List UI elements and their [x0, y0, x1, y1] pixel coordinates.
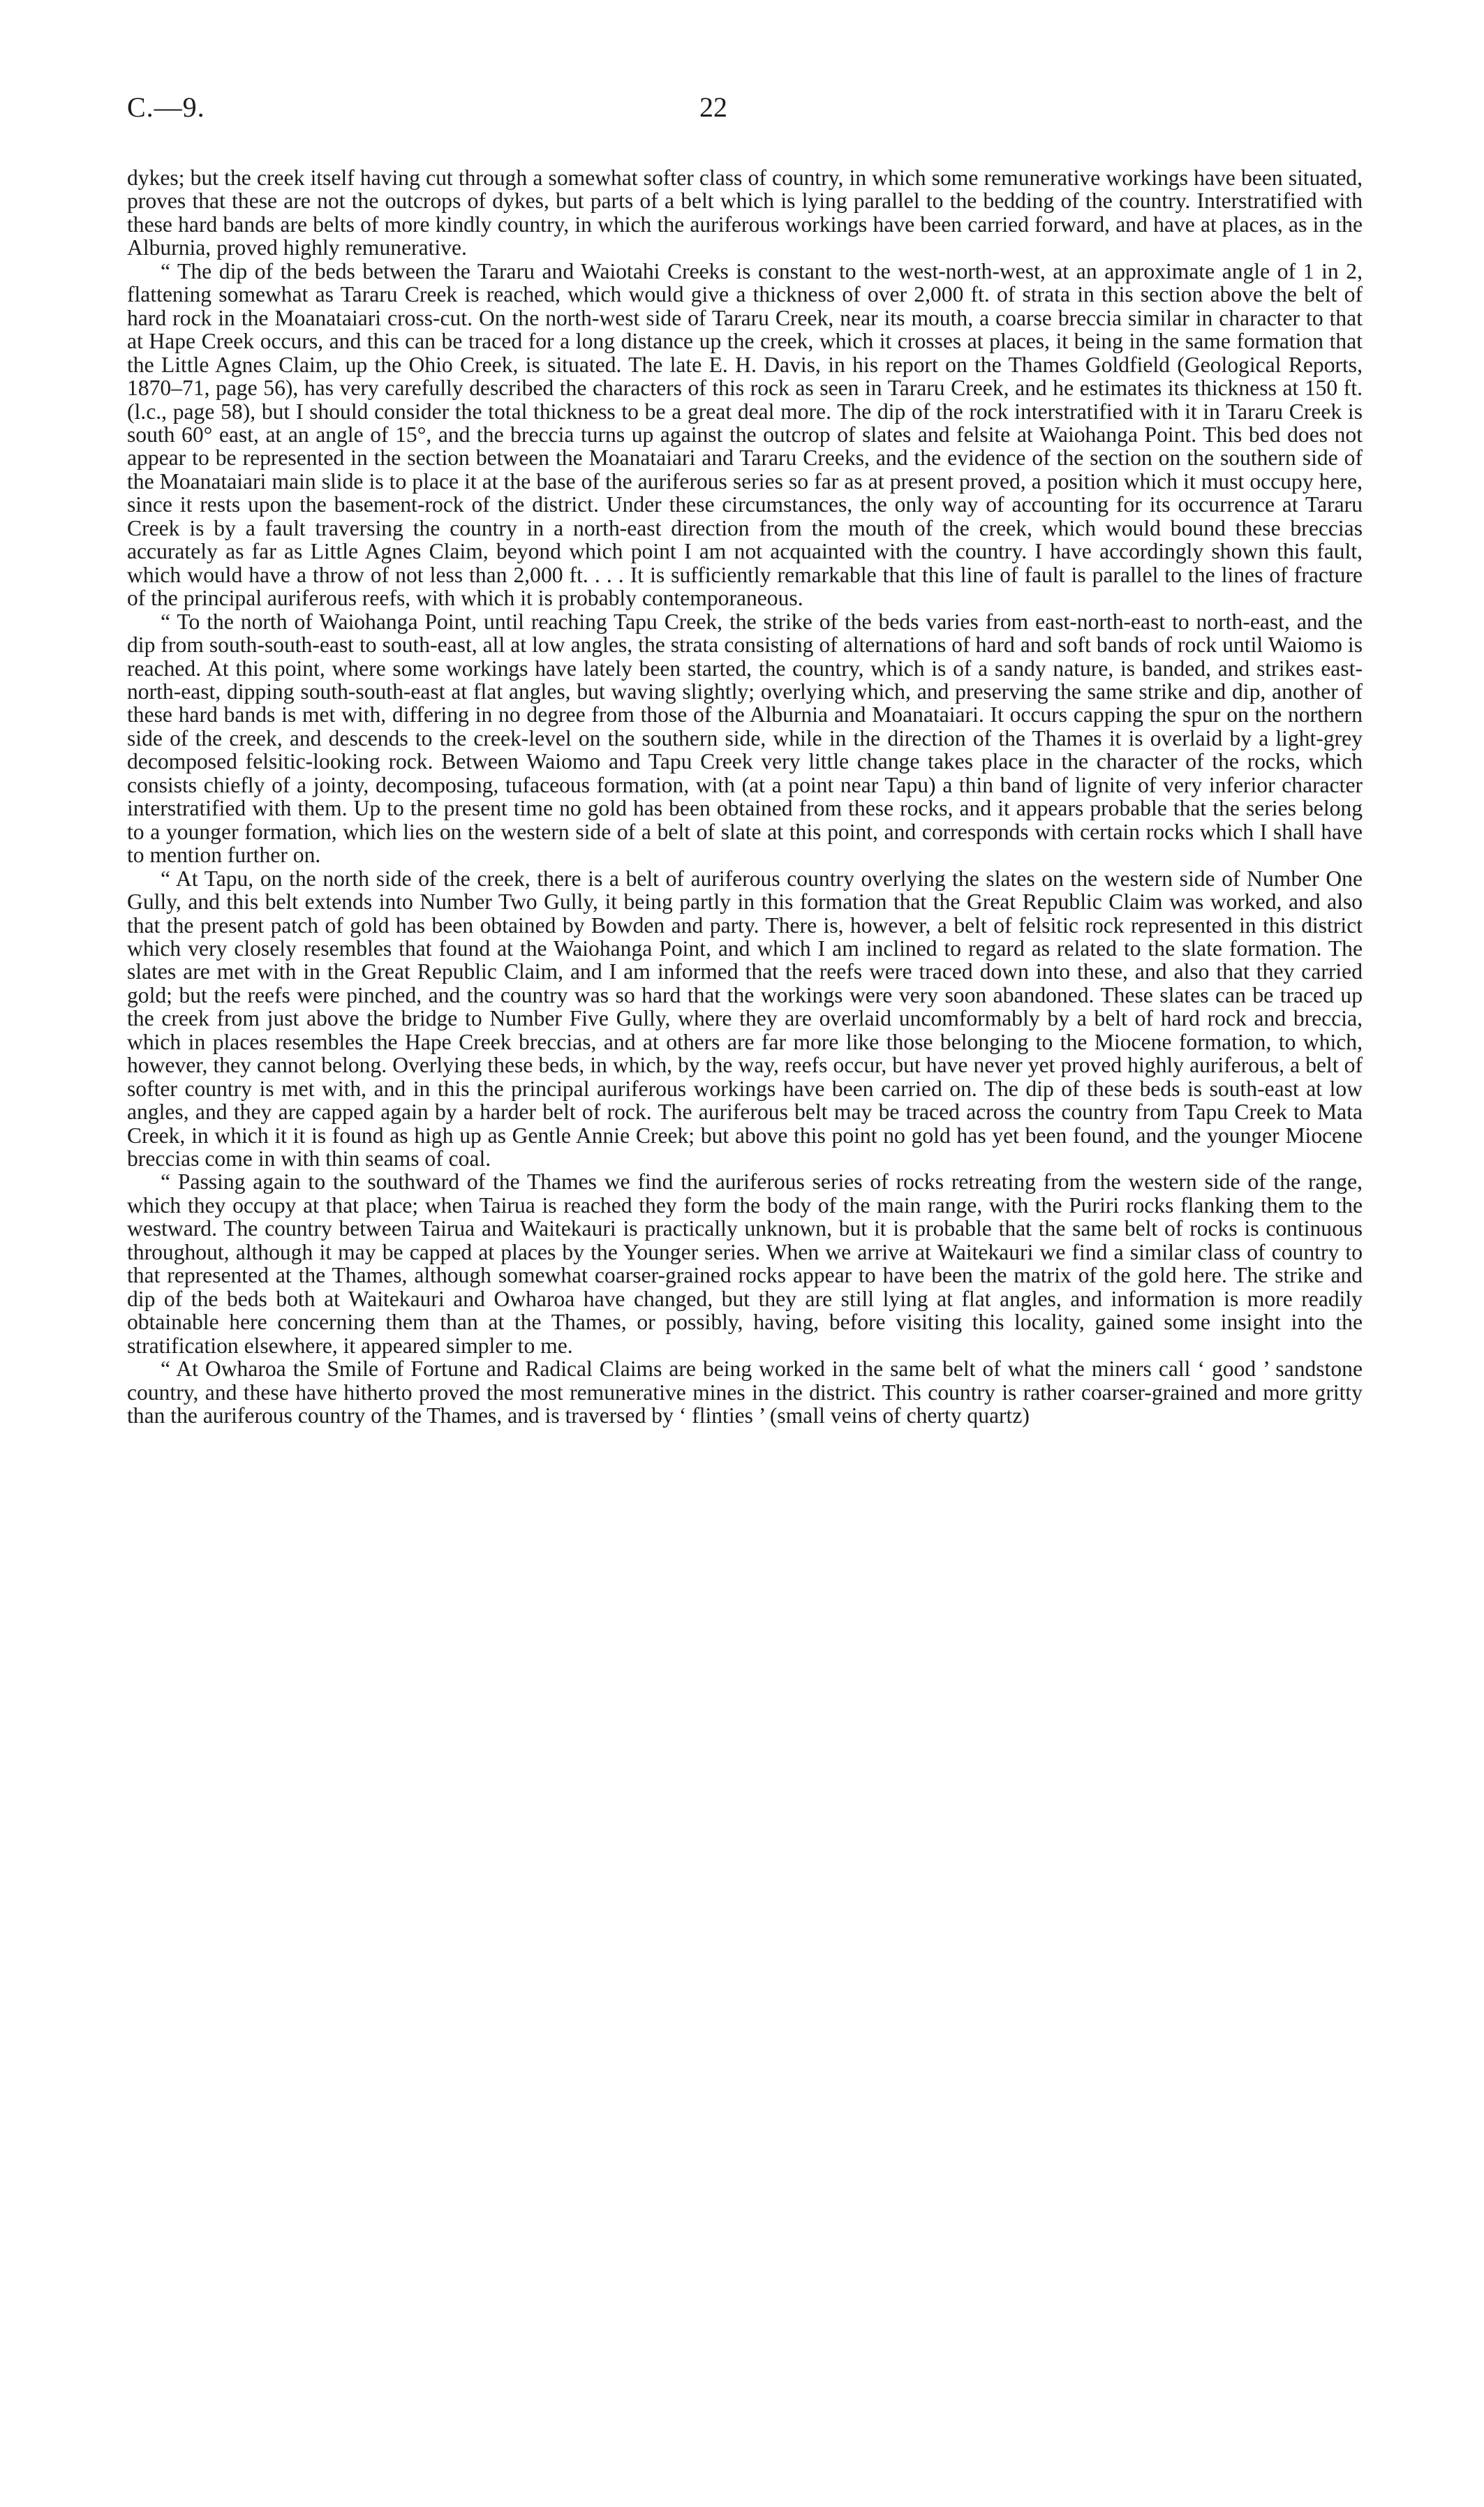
paragraph: dykes; but the creek itself having cut through a somewhat softer class of country, in which some remunerative workings have been situated, proves that these are not the outcrops of dykes, but parts of a belt which is lying parallel to the bedding of the country. Interstratified with these hard bands are belts of more kindly country, in which the auriferous workings have been carried forward, and have at places, as in the Alburnia, proved highly remunerative.: [127, 165, 1363, 260]
page-header: [127, 91, 1357, 133]
paragraph: “ At Tapu, on the north side of the creek, there is a belt of auriferous country overlying the slates on the western side of Number One Gully, and this belt extends into Number Two Gully, it being partly in this formation that the Great Republic Claim was worked, and also that the present patch of gold has been obtained by Bowden and party. There is, however, a belt of felsitic rock represented in this district which very closely resembles that found at the Waiohanga Point, and which I am inclined to regard as related to the slate formation. The slates are met with in the Great Republic Claim, and I am informed that the reefs were traced down into these, and also that they carried gold; but the reefs were pinched, and the country was so hard that the workings were very soon abandoned. These slates can be traced up the creek from just above the bridge to Number Five Gully, where they are overlaid uncomformably by a belt of hard rock and breccia, which in places resembles the Hape Creek breccias, and at others are far more like those belonging to the Miocene formation, to which, however, they cannot belong. Overlying these beds, in which, by the way, reefs occur, but have never yet proved highly auriferous, a belt of softer country is met with, and in this the principal auriferous workings have been carried on. The dip of these beds is south-east at low angles, and they are capped again by a harder belt of rock. The auriferous belt may be traced across the country from Tapu Creek to Mata Creek, in which it it is found as high up as Gentle Annie Creek; but above this point no gold has yet been found, and the younger Miocene breccias come in with thin seams of coal.: [127, 866, 1363, 1171]
report-reference: C.—9.: [127, 91, 205, 123]
paragraph: “ The dip of the beds between the Tararu and Waiotahi Creeks is constant to the west-north-west, at an approximate angle of 1 in 2, flattening somewhat as Tararu Creek is reached, which would give a thickness of over 2,000 ft. of strata in this section above the belt of hard rock in the Moanataiari cross-cut. On the north-west side of Tararu Creek, near its mouth, a coarse breccia similar in character to that at Hape Creek occurs, and this can be traced for a long distance up the creek, which it crosses at places, it being in the same formation that the Little Agnes Claim, up the Ohio Creek, is situated. The late E. H. Davis, in his report on the Thames Goldfield (Geological Reports, 1870–71, page 56), has very carefully described the characters of this rock as seen in Tararu Creek, and he estimates its thickness at 150 ft. (l.c., page 58), but I should consider the total thickness to be a great deal more. The dip of the rock interstratified with it in Tararu Creek is south 60° east, at an angle of 15°, and the breccia turns up against the outcrop of slates and felsite at Waiohanga Point. This bed does not appear to be represented in the section between the Moanataiari and Tararu Creeks, and the evidence of the section on the southern side of the Moanataiari main slide is to place it at the base of the auriferous series so far as at present proved, a position which it must occupy here, since it rests upon the basement-rock of the district. Under these circumstances, the only way of accounting for its occurrence at Tararu Creek is by a fault traversing the country in a north-east direction from the mouth of the creek, which would bound these breccias accurately as far as Little Agnes Claim, beyond which point I am not acquainted with the country. I have accordingly shown this fault, which would have a throw of not less than 2,000 ft. . . . It is sufficiently remarkable that this line of fault is parallel to the lines of fracture of the principal auriferous reefs, with which it is probably contemporaneous.: [127, 258, 1363, 611]
body-text: [127, 166, 1363, 1427]
paragraph: “ Passing again to the southward of the Thames we find the auriferous series of rocks retreating from the western side of the range, which they occupy at that place; when Tairua is reached they form the body of the main range, with the Puriri rocks flanking them to the westward. The country between Tairua and Waitekauri is practically unknown, but it is probable that the same belt of rocks is continuous throughout, although it may be capped at places by the Younger series. When we arrive at Waitekauri we find a similar class of country to that represented at the Thames, although somewhat coarser-grained rocks appear to have been the matrix of the gold here. The strike and dip of the beds both at Waitekauri and Owharoa have changed, but they are still lying at flat angles, and information is more readily obtainable here concerning them than at the Thames, or possibly, having, before visiting this locality, gained some insight into the stratification elsewhere, it appeared simpler to me.: [127, 1169, 1363, 1358]
paragraph: “ To the north of Waiohanga Point, until reaching Tapu Creek, the strike of the beds varies from east-north-east to north-east, and the dip from south-south-east to south-east, all at low angles, the strata consisting of alternations of hard and soft bands of rock until Waiomo is reached. At this point, where some workings have lately been started, the country, which is of a sandy nature, is banded, and strikes east-north-east, dipping south-south-east at flat angles, but waving slightly; overlying which, and preserving the same strike and dip, another of these hard bands is met with, differing in no degree from those of the Alburnia and Moanataiari. It occurs capping the spur on the northern side of the creek, and descends to the creek-level on the southern side, while in the direction of the Thames it is overlaid by a light-grey decomposed felsitic-looking rock. Between Waiomo and Tapu Creek very little change takes place in the character of the rocks, which consists chiefly of a jointy, decomposing, tufaceous formation, with (at a point near Tapu) a thin band of lignite of very inferior character interstratified with them. Up to the present time no gold has been obtained from these rocks, and it appears probable that the series belong to a younger formation, which lies on the western side of a belt of slate at this point, and corresponds with certain rocks which I shall have to mention further on.: [127, 609, 1363, 868]
paragraph: “ At Owharoa the Smile of Fortune and Radical Claims are being worked in the same belt of what the miners call ‘ good ’ sandstone country, and these have hitherto proved the most remunerative mines in the district. This country is rather coarser-grained and more gritty than the auriferous country of the Thames, and is traversed by ‘ flinties ’ (small veins of cherty quartz): [127, 1356, 1363, 1428]
page-number: 22: [699, 91, 727, 123]
